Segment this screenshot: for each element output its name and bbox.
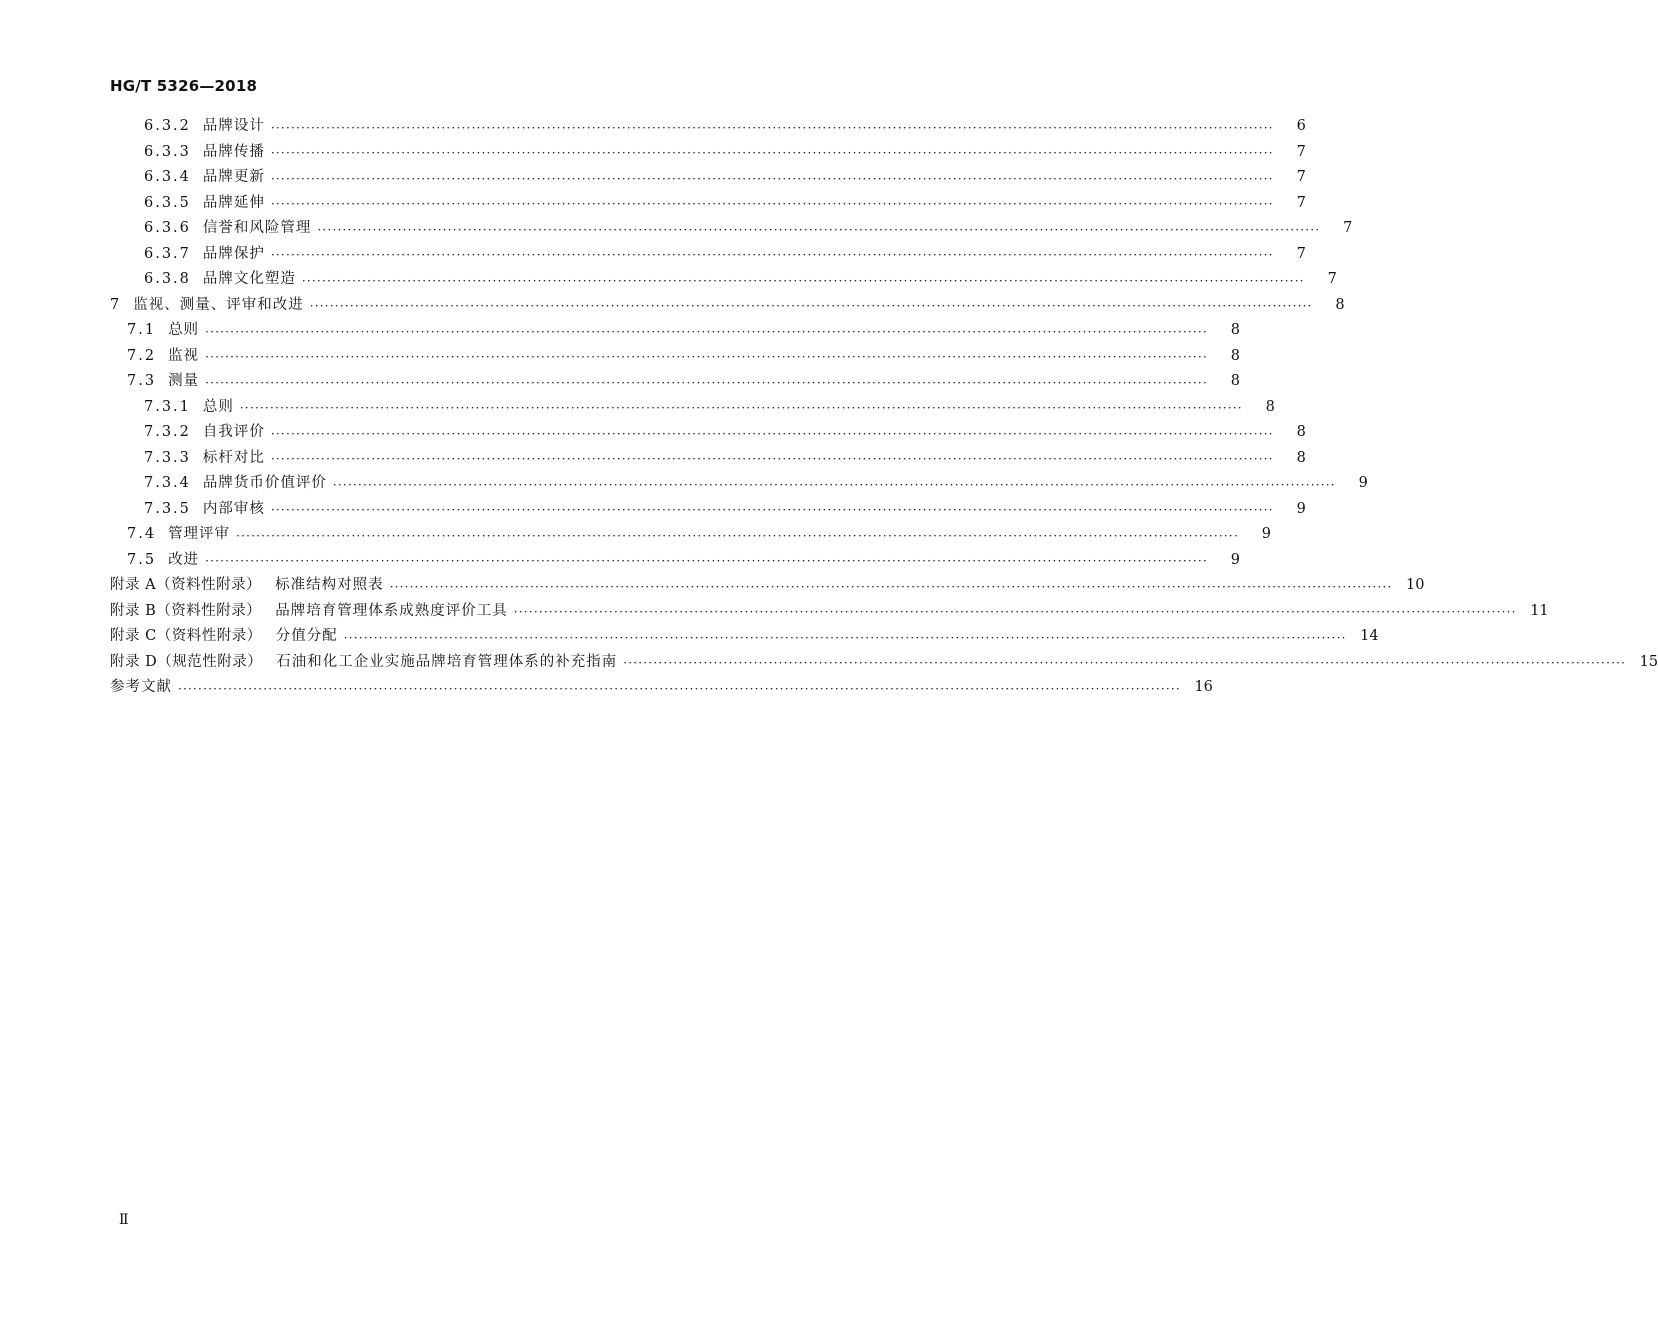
dot-leader: ········································································································································································································: [205, 324, 1208, 339]
toc-entry[interactable]: [0, 293, 1345, 318]
dot-leader: ········································································································································································································: [389, 579, 1393, 594]
toc-entry[interactable]: [0, 344, 1240, 369]
toc-entry-page: 16: [1194, 679, 1213, 696]
toc-entry[interactable]: [0, 216, 1353, 241]
toc-entry-title: 品牌货币价值评价: [202, 475, 327, 492]
toc-entry-title: 品牌培育管理体系成熟度评价工具: [275, 602, 508, 619]
page-number: Ⅱ: [119, 1212, 129, 1228]
toc-entry-page: 9: [1230, 551, 1240, 568]
toc-entry[interactable]: [0, 650, 1658, 675]
toc-entry-title: 监视、测量、评审和改进: [133, 296, 304, 313]
toc-entry-page: 7: [1343, 220, 1353, 237]
dot-leader: ········································································································································································································: [239, 401, 1243, 415]
toc-entry-number: 6.3.4: [144, 169, 191, 186]
toc-entry-title: 总则: [202, 398, 234, 415]
toc-entry[interactable]: [0, 624, 1379, 649]
toc-entry[interactable]: [0, 395, 1275, 420]
dot-leader: ········································································································································································································: [178, 681, 1181, 696]
toc-entry[interactable]: [0, 242, 1306, 267]
toc-entry-title: 品牌文化塑造: [202, 271, 296, 288]
toc-entry-number: 6.3.2: [144, 118, 191, 135]
dot-leader: ········································································································································································································: [270, 503, 1274, 517]
toc-entry-title: 自我评价: [202, 424, 265, 441]
toc-entry-page: 11: [1530, 602, 1549, 619]
toc-entry-page: 8: [1230, 322, 1240, 339]
toc-entry-number: 7.5: [127, 551, 157, 568]
toc-entry-page: 7: [1296, 143, 1306, 160]
toc-entry-page: 8: [1296, 449, 1306, 466]
dot-leader: ········································································································································································································: [205, 375, 1208, 390]
toc-entry[interactable]: [0, 446, 1306, 471]
toc-entry-title: 标准结构对照表: [275, 577, 384, 594]
toc-entry-page: 7: [1296, 245, 1306, 262]
dot-leader: ········································································································································································································: [270, 146, 1274, 160]
dot-leader: ········································································································································································································: [623, 656, 1627, 670]
toc-entry-page: 8: [1230, 373, 1240, 390]
toc-entry-page: 8: [1335, 296, 1345, 313]
toc-entry[interactable]: [0, 548, 1240, 573]
toc-entry-title: 参考文献: [110, 679, 172, 696]
dot-leader: ········································································································································································································: [270, 426, 1274, 441]
dot-leader: ········································································································································································································: [270, 452, 1274, 466]
toc-entry-number: 7.3.2: [144, 424, 191, 441]
dot-leader: ········································································································································································································: [270, 248, 1274, 262]
toc-entry-number: 7.2: [127, 347, 157, 364]
toc-entry-title: 总则: [168, 322, 200, 339]
standard-code: HG/T 5326—2018: [110, 77, 258, 95]
toc-entry[interactable]: [0, 573, 1425, 598]
toc-entry-number: 6.3.7: [144, 245, 191, 262]
toc-entry-page: 6: [1296, 118, 1306, 135]
toc-entry[interactable]: [0, 471, 1368, 496]
dot-leader: ········································································································································································································: [301, 273, 1305, 288]
toc-entry-page: 7: [1327, 271, 1337, 288]
toc-entry-page: 7: [1296, 169, 1306, 186]
toc-entry[interactable]: [0, 165, 1306, 190]
toc-entry-page: 7: [1296, 194, 1306, 211]
toc-entry-title: 品牌延伸: [202, 194, 265, 211]
toc-entry-number: 7.3.1: [144, 398, 191, 415]
dot-leader: ········································································································································································································: [236, 528, 1239, 543]
toc-entry-page: 9: [1261, 526, 1271, 543]
toc-entry-number: 6.3.8: [144, 271, 191, 288]
toc-entry[interactable]: [0, 599, 1549, 624]
toc-entry-title: 监视: [168, 347, 200, 364]
dot-leader: ········································································································································································································: [270, 197, 1274, 211]
toc-entry[interactable]: [0, 267, 1337, 292]
toc-entry-title: 标杆对比: [202, 449, 265, 466]
dot-leader: ········································································································································································································: [309, 299, 1313, 313]
toc-entry-title: 品牌传播: [202, 143, 265, 160]
toc-entry-number: 6.3.6: [144, 220, 191, 237]
dot-leader: ········································································································································································································: [205, 554, 1208, 568]
toc-entry-number: 7.4: [127, 526, 157, 543]
toc-entry-number: 附录 C（资料性附录）: [110, 628, 262, 645]
toc-entry[interactable]: [0, 420, 1306, 445]
toc-entry-title: 品牌设计: [202, 118, 265, 135]
toc-entry-number: 附录 B（资料性附录）: [110, 602, 262, 619]
toc-entry-title: 石油和化工企业实施品牌培育管理体系的补充指南: [276, 653, 618, 670]
toc-entry[interactable]: [0, 318, 1240, 343]
dot-leader: ········································································································································································································: [513, 605, 1517, 619]
toc-entry-number: 7: [110, 296, 122, 313]
toc-entry-number: 7.3.3: [144, 449, 191, 466]
toc-entry-number: 7.3.5: [144, 500, 191, 517]
toc-entry[interactable]: [0, 114, 1306, 139]
dot-leader: ········································································································································································································: [343, 630, 1347, 645]
toc-entry-page: 8: [1230, 347, 1240, 364]
toc-entry-page: 8: [1296, 424, 1306, 441]
toc-entry-number: 附录 A（资料性附录）: [110, 577, 262, 594]
dot-leader: ········································································································································································································: [332, 477, 1336, 492]
toc-entry[interactable]: [0, 522, 1271, 547]
toc-entry-title: 管理评审: [168, 526, 231, 543]
toc-entry-page: 15: [1639, 653, 1658, 670]
toc-entry-number: 6.3.5: [144, 194, 191, 211]
toc-entry-number: 6.3.3: [144, 143, 191, 160]
toc-entry-page: 10: [1406, 577, 1425, 594]
toc-entry-page: 14: [1360, 628, 1379, 645]
toc-entry-number: 7.3: [127, 373, 157, 390]
toc-entry[interactable]: [0, 497, 1306, 522]
toc-entry[interactable]: [0, 369, 1240, 394]
toc-entry-page: 9: [1358, 475, 1368, 492]
toc-entry-page: 8: [1265, 398, 1275, 415]
toc-entry-title: 内部审核: [202, 500, 265, 517]
toc-entry-title: 品牌更新: [202, 169, 265, 186]
toc-entry-number: 7.3.4: [144, 475, 191, 492]
toc-entry[interactable]: [0, 191, 1306, 216]
toc-entry-title: 品牌保护: [202, 245, 265, 262]
dot-leader: ········································································································································································································: [270, 171, 1274, 186]
toc-entry-number: 7.1: [127, 322, 157, 339]
toc-entry[interactable]: [0, 140, 1306, 165]
dot-leader: ········································································································································································································: [317, 222, 1321, 237]
toc-entry-page: 9: [1296, 500, 1306, 517]
toc-entry-title: 信誉和风险管理: [202, 220, 312, 237]
toc-entry-title: 测量: [168, 373, 200, 390]
toc-entry-title: 分值分配: [275, 628, 338, 645]
toc-entry-title: 改进: [168, 551, 200, 568]
dot-leader: ········································································································································································································: [270, 120, 1274, 135]
toc-entry-number: 附录 D（规范性附录）: [110, 653, 263, 670]
toc-entry[interactable]: [0, 675, 1213, 700]
dot-leader: ········································································································································································································: [205, 350, 1208, 364]
